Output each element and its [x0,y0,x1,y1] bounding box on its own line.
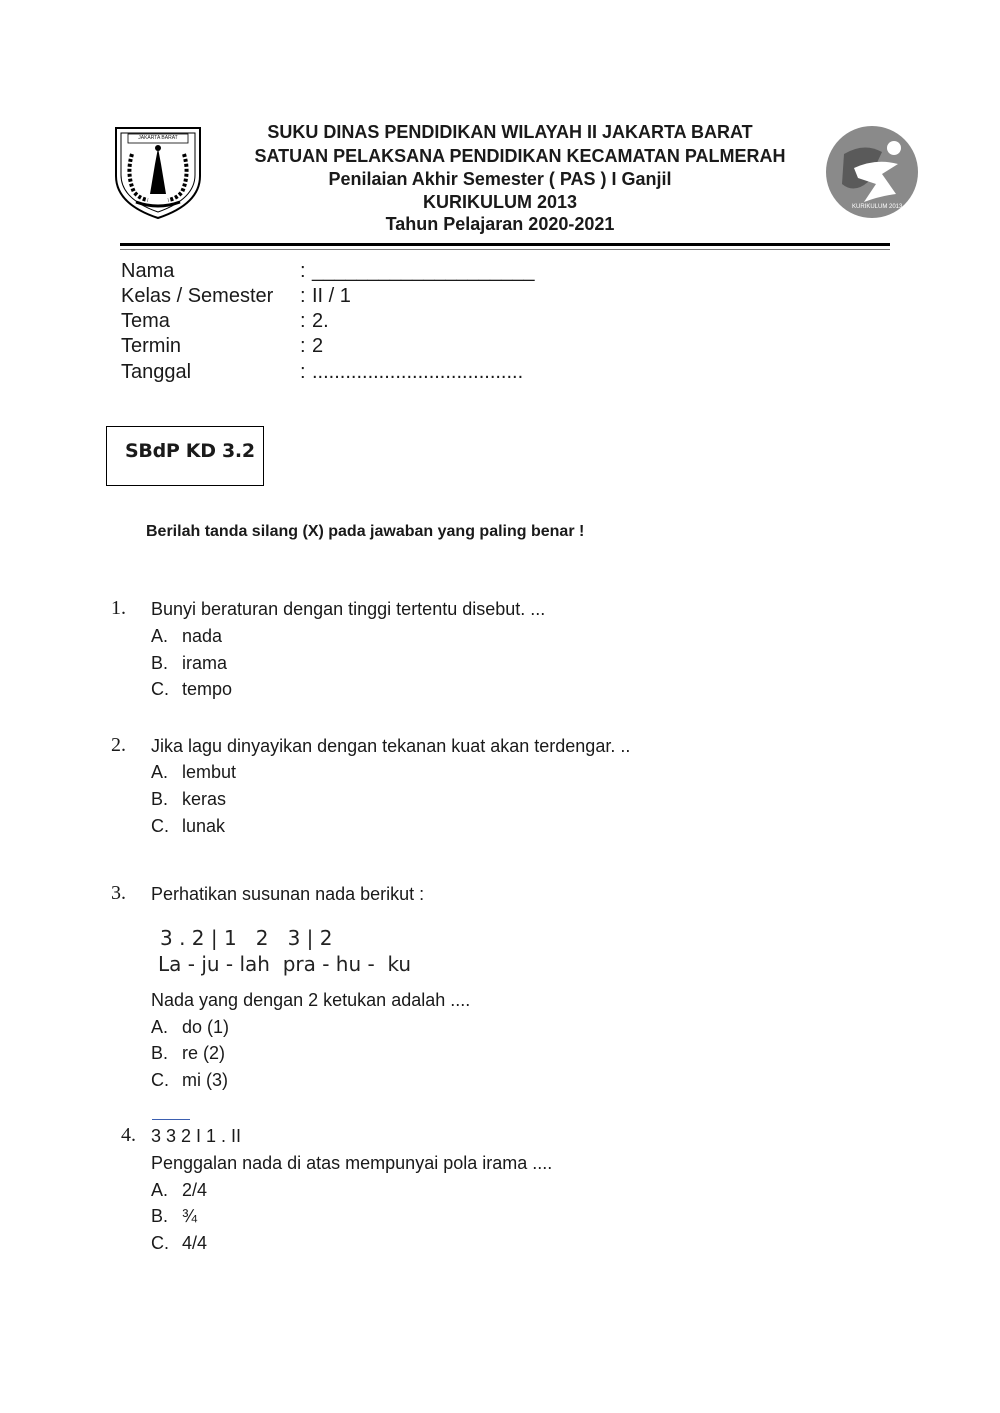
answer-option[interactable]: A. 2/4 [151,1180,208,1200]
instruction-text: Berilah tanda silang (X) pada jawaban yang paling benar ! [146,523,585,540]
header-line-2: SATUAN PELAKSANA PENDIDIKAN KECAMATAN PALMERAH [254,146,786,166]
question-number: 4. [121,1124,136,1146]
identity-label: Termin [121,335,182,357]
header-line-5: Tahun Pelajaran 2020-2021 [385,214,615,234]
question-text: Penggalan nada di atas mempunyai pola irama .... [151,1153,553,1173]
answer-option[interactable]: B. keras [151,789,227,809]
answer-option[interactable]: C. 4/4 [151,1233,208,1253]
question-text: Jika lagu dinyayikan dengan tekanan kuat akan terdengar. .. [151,736,631,756]
header-line-4: KURIKULUM 2013 [422,192,578,212]
identity-separator: : [300,285,306,307]
identity-value: 2 [312,335,324,357]
header-divider [120,243,890,246]
header-line-1: SUKU DINAS PENDIDIKAN WILAYAH II JAKARTA BARAT [267,122,753,142]
date-field[interactable]: ...................................... [312,361,524,383]
header-divider-thin [120,249,890,250]
question-number: 3. [111,882,126,904]
identity-label: Tanggal [121,361,192,383]
answer-option[interactable]: C. tempo [151,679,233,699]
notation-beam-line [152,1119,190,1120]
subject-label: SBdP KD 3.2 [125,440,255,462]
notation-lyrics: La - ju - lah pra - hu - ku [158,952,412,976]
answer-option[interactable]: C. mi (3) [151,1070,228,1090]
name-field[interactable]: ____________________ [312,260,535,282]
header-line-3: Penilaian Akhir Semester ( PAS ) I Ganjil [328,169,672,189]
answer-option[interactable]: A. do (1) [151,1017,230,1037]
answer-option[interactable]: A. lembut [151,762,237,782]
answer-option[interactable]: B. ¾ [151,1206,198,1226]
identity-separator: : [300,260,306,282]
notation-numbers: 3 . 2 | 1 2 3 | 2 [160,926,333,950]
question-number: 1. [111,597,126,619]
answer-option[interactable]: B. irama [151,653,228,673]
identity-label: Nama [121,260,175,282]
identity-value: II / 1 [312,285,351,307]
identity-separator: : [300,361,306,383]
answer-option[interactable]: B. re (2) [151,1043,226,1063]
identity-label: Kelas / Semester [121,285,274,307]
subject-box [106,426,264,486]
identity-value: 2. [312,310,329,332]
question-notation: 3 3 2 I 1 . II [151,1126,242,1146]
identity-label: Tema [121,310,170,332]
identity-separator: : [300,310,306,332]
question-subtext: Nada yang dengan 2 ketukan adalah .... [151,990,471,1010]
identity-separator: : [300,335,306,357]
question-text: Bunyi beraturan dengan tinggi tertentu disebut. ... [151,599,546,619]
jakarta-barat-emblem [112,124,204,220]
kurikulum-2013-logo [824,124,920,220]
logo-caption: KURIKULUM 2013 [852,204,903,210]
question-text: Perhatikan susunan nada berikut : [151,884,425,904]
question-number: 2. [111,734,126,756]
answer-option[interactable]: A. nada [151,626,223,646]
emblem-banner-text: JAKARTA BARAT [138,135,178,141]
answer-option[interactable]: C. lunak [151,816,226,836]
